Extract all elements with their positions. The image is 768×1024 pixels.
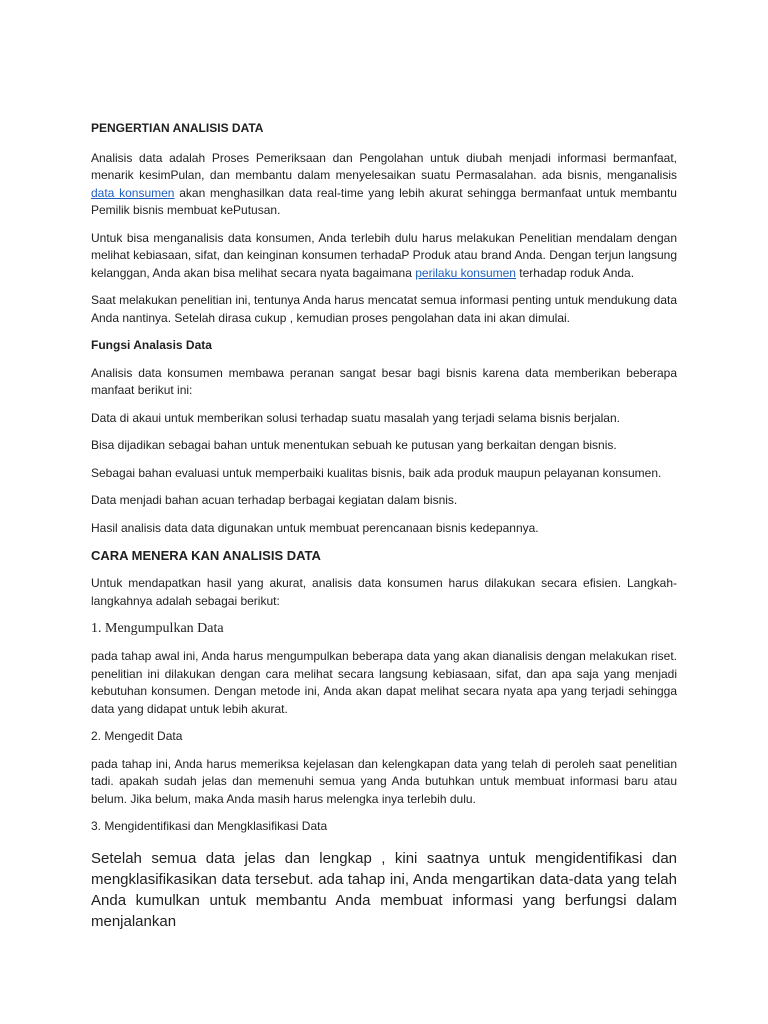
benefit-item: Sebagai bahan evaluasi untuk memperbaiki kualitas bisnis, baik ada produk maupun pelayanan konsumen. bbox=[91, 465, 662, 480]
link-perilaku-konsumen[interactable]: perilaku konsumen bbox=[415, 265, 516, 280]
paragraph-research-text-2: terhadap roduk Anda. bbox=[515, 265, 635, 280]
heading-fungsi: Fungsi Analasis Data bbox=[91, 338, 212, 352]
step-2-title: 2. Mengedit Data bbox=[91, 729, 183, 743]
step-1-text: pada tahap awal ini, Anda harus mengumpulkan beberapa data yang akan dianalisis dengan melakukan riset. penelitian ini dilakukan dengan cara melihat secara langsung kebiasaan, sifat, dan apa saja yang menjadi kebutuhan konsumen. Dengan metode ini, Anda akan dapat melihat secara nyata apa yang terjadi sehingga data yang didapat untuk lebih akurat. bbox=[91, 649, 677, 716]
paragraph-recording: Saat melakukan penelitian ini, tentunya Anda harus mencatat semua informasi penting untuk mendukung data Anda nantinya. Setelah dirasa cukup , kemudian proses pengolahan data ini akan dimulai. bbox=[91, 293, 677, 325]
benefit-item: Data menjadi bahan acuan terhadap berbagai kegiatan dalam bisnis. bbox=[91, 493, 458, 507]
step-1-title: 1. Mengumpulkan Data bbox=[91, 621, 224, 636]
paragraph-research-text-1: Untuk bisa menganalisis data konsumen, Anda terlebih dulu harus melakukan Penelitian mendalam dengan melihat kebiasaan, sifat, dan keinginan konsumen terhadaP Produk atau brand Anda. Dengan terjun langsung kelanggan, Anda akan bisa melihat secara nyata bagaimana bbox=[91, 230, 677, 280]
benefit-item: Bisa dijadikan sebagai bahan untuk menentukan sebuah ke putusan yang berkaitan dengan bisnis. bbox=[91, 438, 617, 452]
benefit-item: Hasil analisis data data digunakan untuk membuat perencanaan bisnis kedepannya. bbox=[91, 520, 539, 535]
link-data-konsumen[interactable]: data konsumen bbox=[91, 185, 175, 200]
step-2-text: pada tahap ini, Anda harus memeriksa kejelasan dan kelengkapan data yang telah di peroleh saat penelitian tadi. apakah sudah jelas dan memenuhi semua yang Anda butuhkan untuk membuat informasi baru atau belum. Jika belum, maka Anda masih harus melengka inya terlebih dulu. bbox=[91, 756, 677, 806]
paragraph-definition-text-2: akan menghasilkan data real-time yang lebih akurat sehingga bermanfaat untuk membantu Pemilik bisnis membuat kePutusan. bbox=[91, 185, 677, 217]
paragraph-definition bbox=[91, 150, 677, 220]
heading-pengertian: PENGERTIAN ANALISIS DATA bbox=[91, 121, 264, 135]
paragraph-definition-text-1: Analisis data adalah Proses Pemeriksaan dan Pengolahan untuk diubah menjadi informasi bermanfaat, menarik kesimPulan, dan membantu dalam menyelesaikan suatu Permasalahan. ada bisnis, menganalisis bbox=[91, 150, 677, 182]
paragraph-benefits-intro: Analisis data konsumen membawa peranan sangat besar bagi bisnis karena data memberikan beberapa manfaat berikut ini: bbox=[91, 365, 677, 397]
step-3-text: Setelah semua data jelas dan lengkap , kini saatnya untuk mengidentifikasi dan mengklasifikasikan data tersebut. ada tahap ini, Anda mengartikan data-data yang telah Anda kumulkan untuk membantu Anda membuat informasi yang berfungsi dalam menjalankan bbox=[91, 849, 677, 930]
step-3-title: 3. Mengidentifikasi dan Mengklasifikasi Data bbox=[91, 819, 328, 833]
paragraph-research bbox=[91, 230, 677, 283]
heading-cara-menerapkan: CARA MENERA KAN ANALISIS DATA bbox=[91, 548, 321, 563]
paragraph-steps-intro: Untuk mendapatkan hasil yang akurat, analisis data konsumen harus dilakukan secara efisien. Langkah-langkahnya adalah sebagai berikut: bbox=[91, 576, 677, 608]
benefit-item: Data di akaui untuk memberikan solusi terhadap suatu masalah yang terjadi selama bisnis berjalan. bbox=[91, 410, 620, 425]
